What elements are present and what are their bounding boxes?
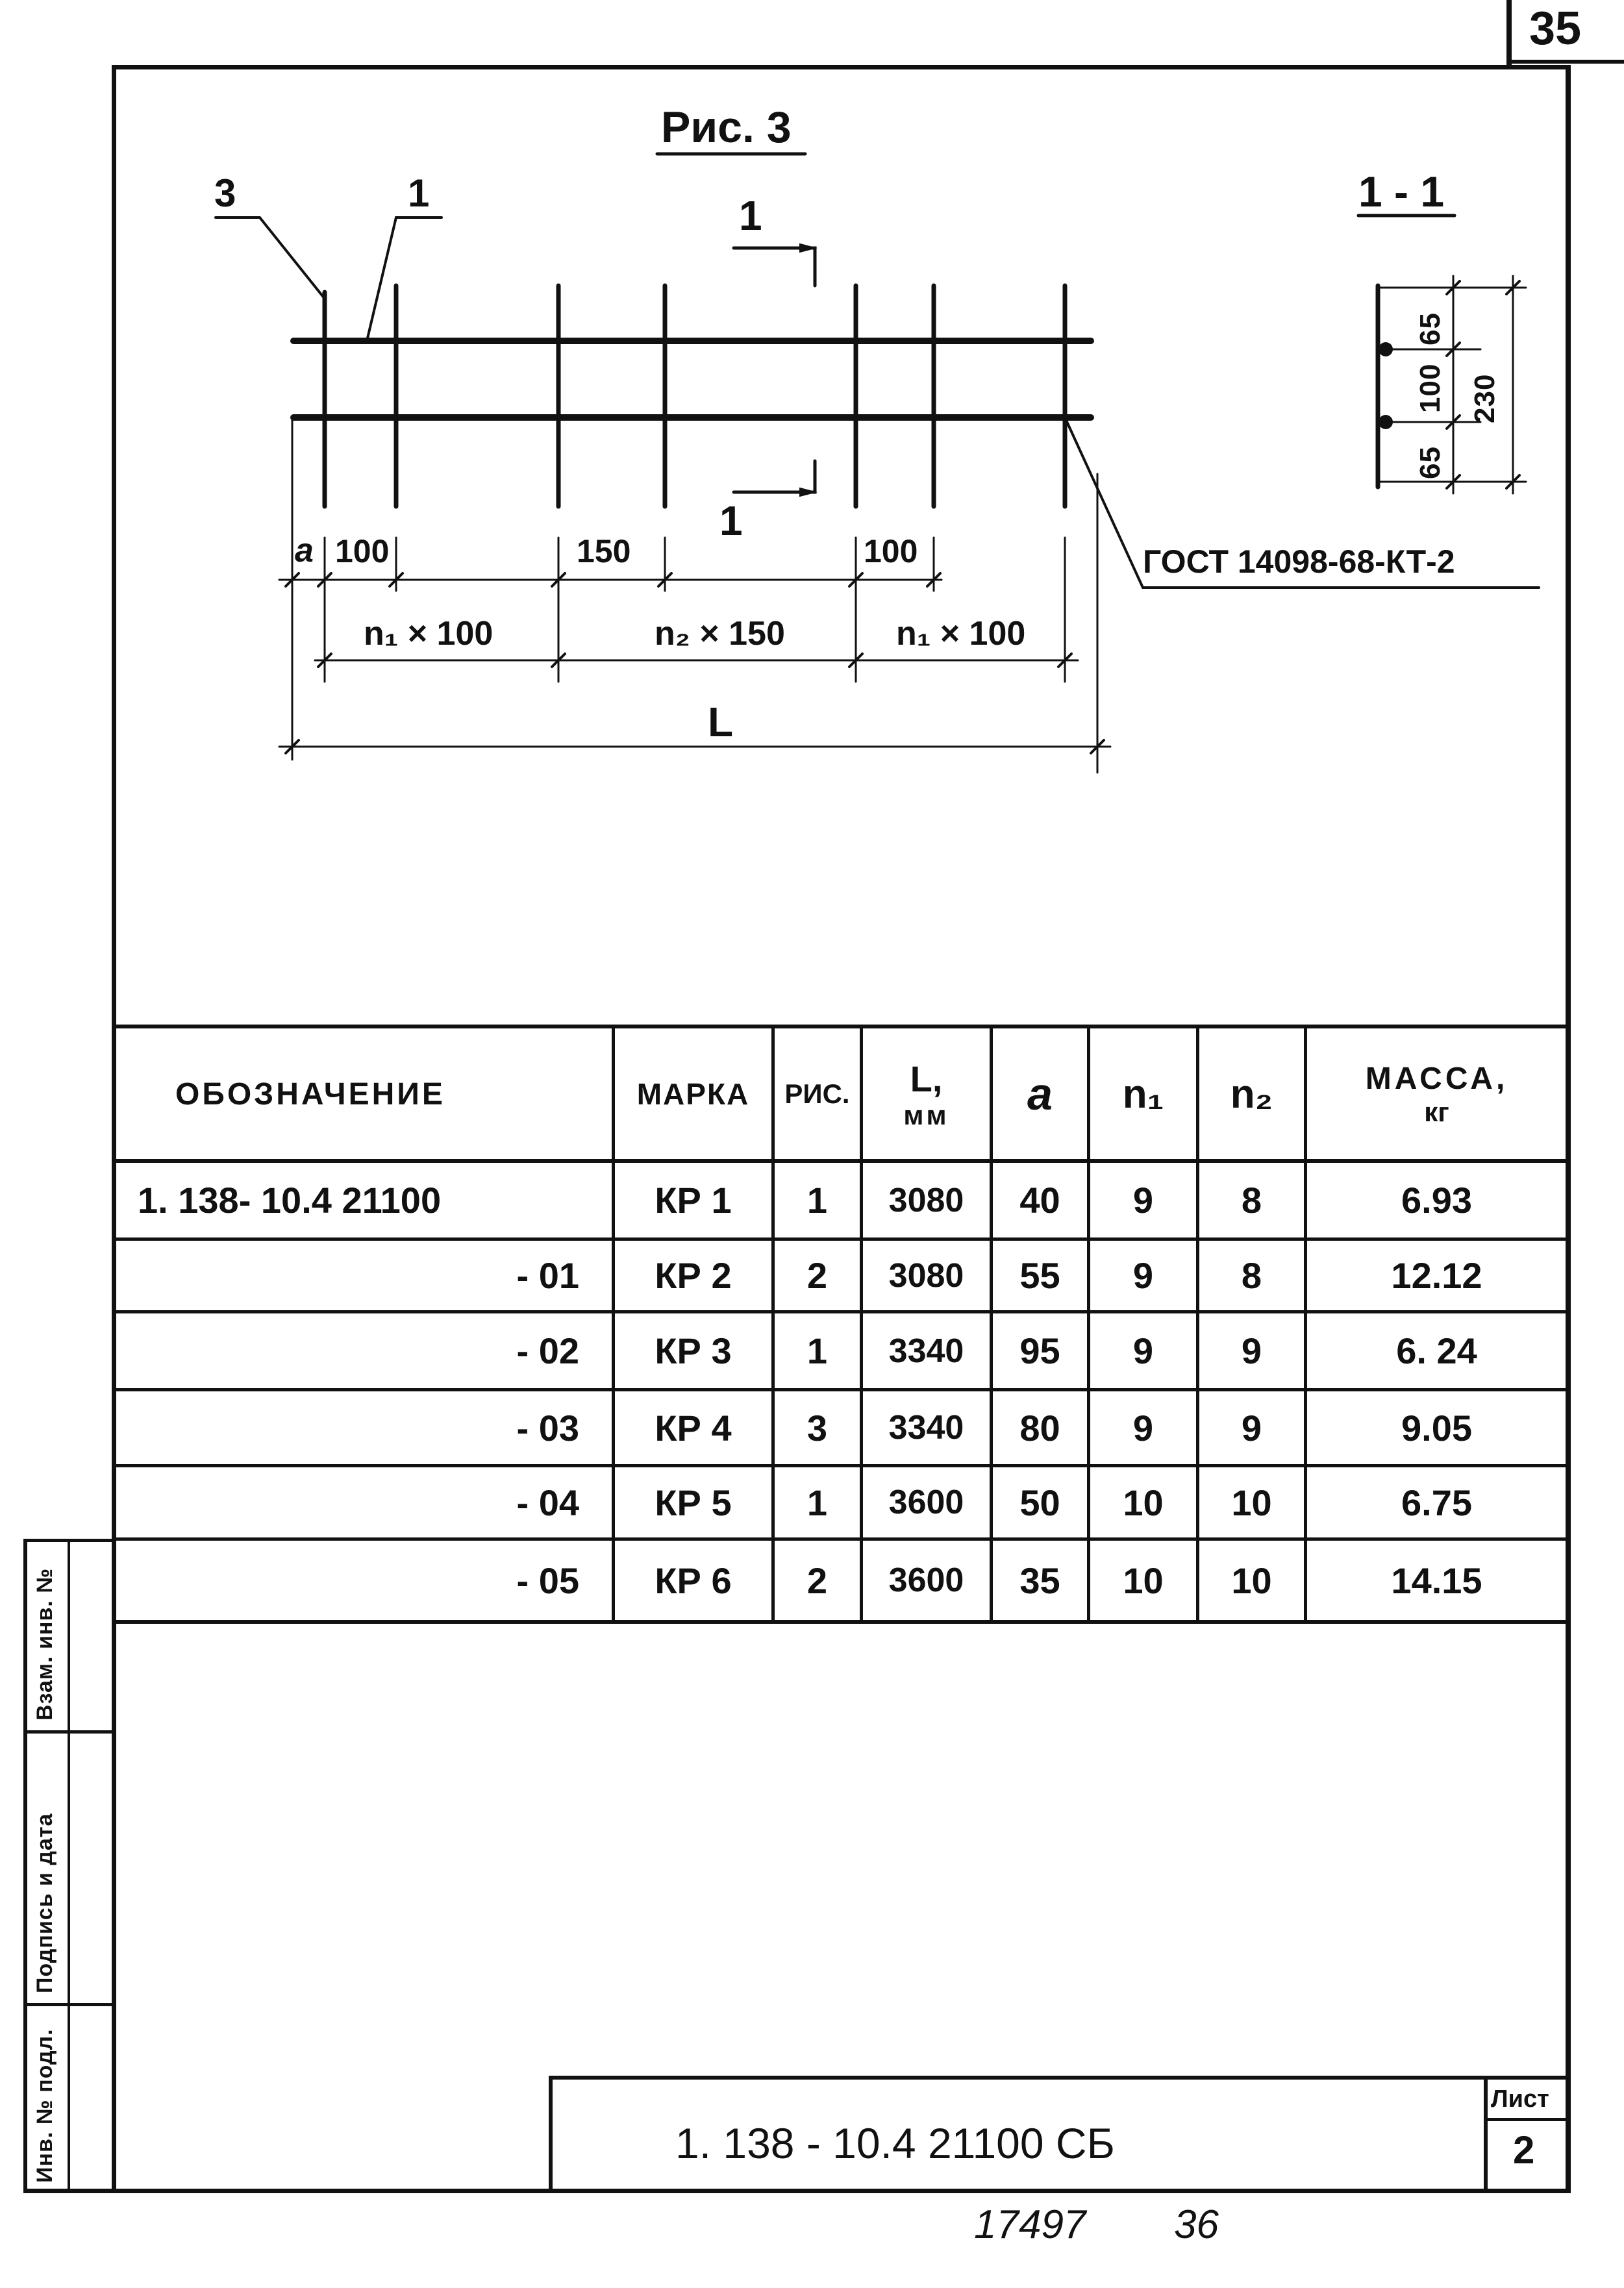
- row3-length: 3340: [888, 1332, 964, 1370]
- figure-title: Рис. 3: [661, 103, 792, 152]
- row4-a: 80: [1019, 1407, 1060, 1449]
- section-dim-100: 100: [1414, 363, 1446, 413]
- document-code: 1. 138 - 10.4 21100 СБ: [675, 2119, 1115, 2167]
- callout-3: 3: [214, 171, 236, 215]
- stamp-sign-date: Подпись и дата: [32, 1813, 57, 1993]
- sheet-cell-left: [1484, 2076, 1488, 2193]
- reinforcement-drawing: [0, 0, 1624, 844]
- row2-mark: КР 2: [655, 1255, 732, 1296]
- row4-length: 3340: [888, 1409, 964, 1447]
- header-n1: n₁: [1122, 1071, 1164, 1117]
- header-length-unit: мм: [903, 1099, 949, 1130]
- row3-designation: - 02: [516, 1330, 579, 1371]
- dim-n1-right: n₁ × 100: [896, 615, 1026, 653]
- dim-n1-left: n₁ × 100: [364, 615, 493, 653]
- row4-mark: КР 4: [655, 1407, 732, 1449]
- row5-length: 3600: [888, 1484, 964, 1521]
- row3-a: 95: [1019, 1330, 1060, 1371]
- row5-mass: 6.75: [1401, 1482, 1472, 1523]
- header-mark: МАРКА: [636, 1077, 750, 1111]
- row2-designation: - 01: [516, 1255, 579, 1296]
- row5-mark: КР 5: [655, 1482, 732, 1523]
- row2-n1: 9: [1132, 1255, 1154, 1296]
- row2-a: 55: [1019, 1255, 1060, 1296]
- section-mark-top: 1: [739, 192, 762, 239]
- title-block-left: [549, 2076, 553, 2193]
- table-line-bottom: [112, 1620, 1566, 1624]
- table-line-top: [112, 1025, 1566, 1028]
- header-fig: РИС.: [784, 1078, 850, 1109]
- row2-mass: 12.12: [1391, 1255, 1482, 1296]
- sheet-label: Лист: [1491, 2085, 1549, 2113]
- header-length-label: L,: [910, 1058, 943, 1099]
- sheet-corner-number: 35: [1529, 3, 1582, 55]
- row6-mass: 14.15: [1391, 1560, 1482, 1601]
- row4-fig: 3: [806, 1407, 828, 1449]
- row6-n1: 10: [1123, 1560, 1164, 1601]
- header-n2: n₂: [1230, 1071, 1273, 1117]
- row6-length: 3600: [888, 1561, 964, 1599]
- header-mass-unit: кг: [1424, 1096, 1449, 1127]
- header-mass-label: МАССА,: [1365, 1061, 1508, 1096]
- row3-n2: 9: [1241, 1330, 1262, 1371]
- row6-mark: КР 6: [655, 1560, 732, 1601]
- row5-fig: 1: [806, 1482, 828, 1523]
- dim-150: 150: [577, 533, 631, 569]
- row6-a: 35: [1019, 1560, 1060, 1601]
- section-title: 1 - 1: [1358, 168, 1445, 216]
- row3-n1: 9: [1132, 1330, 1154, 1371]
- row3-fig: 1: [806, 1330, 828, 1371]
- dim-L: L: [708, 699, 734, 745]
- stamp-inv-orig: Инв. № подл.: [32, 2028, 57, 2183]
- frame-bottom: [23, 2189, 1571, 2193]
- row1-fig: 1: [806, 1180, 828, 1221]
- row5-a: 50: [1019, 1482, 1060, 1523]
- sheet-cell-divider: [1484, 2118, 1571, 2121]
- row2-fig: 2: [806, 1255, 828, 1296]
- callout-1: 1: [408, 171, 430, 215]
- row4-mass: 9.05: [1401, 1407, 1472, 1449]
- row5-n2: 10: [1231, 1482, 1272, 1523]
- header-mass: [1307, 1029, 1566, 1159]
- sheet-number: 2: [1513, 2128, 1535, 2172]
- stamp-outer-left: [23, 1539, 27, 2193]
- dim-100-left: 100: [335, 533, 390, 569]
- row1-designation: 1. 138- 10.4 21100: [138, 1180, 442, 1221]
- row5-n1: 10: [1123, 1482, 1164, 1523]
- stamp-replace-inv: Взам. инв. №: [32, 1567, 57, 1721]
- section-dim-230: 230: [1469, 373, 1501, 423]
- dim-100-right: 100: [864, 533, 918, 569]
- gost-label: ГОСТ 14098-68-КТ-2: [1143, 543, 1455, 580]
- row1-a: 40: [1019, 1180, 1060, 1221]
- row6-designation: - 05: [516, 1560, 579, 1601]
- row3-mass: 6. 24: [1396, 1330, 1477, 1371]
- row1-n1: 9: [1132, 1180, 1154, 1221]
- row1-n2: 8: [1241, 1180, 1262, 1221]
- section-dim-65-top: 65: [1414, 312, 1446, 345]
- row2-length: 3080: [888, 1256, 964, 1295]
- dim-a: a: [295, 532, 314, 569]
- row4-n2: 9: [1241, 1407, 1262, 1449]
- row6-fig: 2: [806, 1560, 828, 1601]
- section-mark-bottom: 1: [719, 497, 743, 544]
- row6-n2: 10: [1231, 1560, 1272, 1601]
- stamp-inner-line: [68, 1539, 70, 2193]
- dim-n2: n₂ × 150: [655, 615, 785, 653]
- archive-number: 17497: [974, 2202, 1086, 2247]
- header-length: [863, 1029, 990, 1159]
- row1-mark: КР 1: [655, 1180, 732, 1221]
- header-designation: ОБОЗНАЧЕНИЕ: [175, 1076, 445, 1112]
- row4-n1: 9: [1132, 1407, 1154, 1449]
- header-a: a: [1027, 1069, 1053, 1119]
- page-number: 36: [1174, 2202, 1219, 2247]
- row1-length: 3080: [888, 1181, 964, 1219]
- title-block-top: [549, 2076, 1571, 2080]
- section-dim-65-bottom: 65: [1414, 446, 1446, 479]
- row5-designation: - 04: [516, 1482, 579, 1523]
- row1-mass: 6.93: [1401, 1180, 1472, 1221]
- row4-designation: - 03: [516, 1407, 579, 1449]
- row2-n2: 8: [1241, 1255, 1262, 1296]
- row3-mark: КР 3: [655, 1330, 732, 1371]
